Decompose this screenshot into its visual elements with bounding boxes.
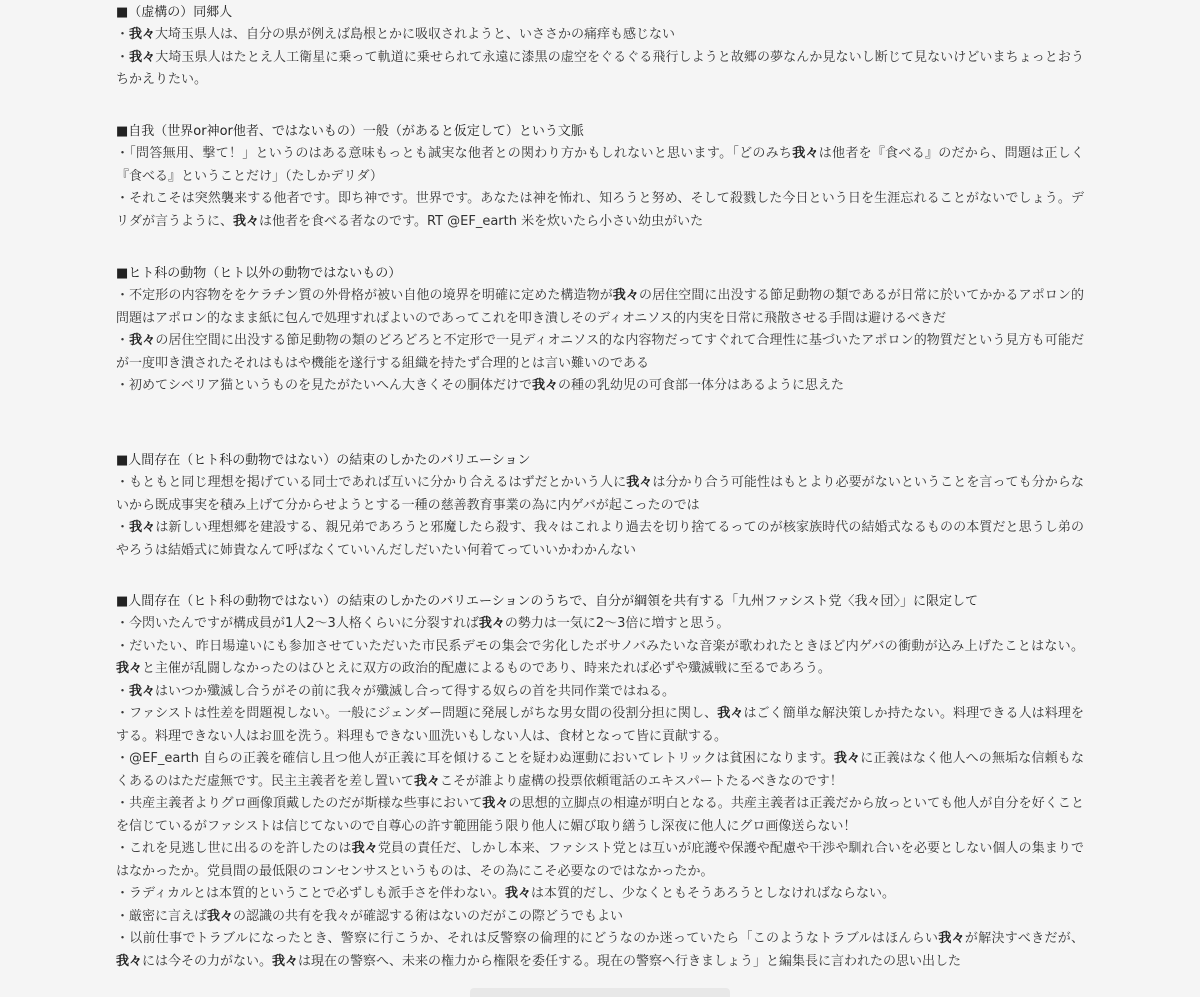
emphasis-text: 我々 xyxy=(626,475,653,490)
bullet-list xyxy=(116,24,1084,92)
body-text: ・ xyxy=(116,27,130,42)
emphasis-text: 我々 xyxy=(129,49,156,65)
emphasis-text: 我々 xyxy=(833,751,861,766)
body-text: ・不定形の内容物ををケラチン質の外骨格が被い自他の境界を明確に定めた構造物が xyxy=(116,288,613,303)
body-text: ・ファシストは性差を問題視しない。一般にジェンダー問題に発展しがちな男女間の役割分担に関し、 xyxy=(116,706,718,721)
body-text: 大埼玉県人は、自分の県が例えば島根とかに吸収されようと、いささかの痛痒も感じない xyxy=(155,27,676,42)
body-text: こそが誰より虚構の投票依頼電話のエキスパートたるべきなのです！ xyxy=(439,773,843,789)
body-text: ・厳密に言えば xyxy=(116,908,208,924)
section xyxy=(116,262,1084,398)
body-text: ・ xyxy=(116,49,130,65)
bullet-item xyxy=(116,928,1084,973)
bullet-item xyxy=(116,748,1084,793)
section xyxy=(116,449,1084,562)
body-text: には今その力がない。 xyxy=(142,953,273,969)
bullet-item xyxy=(116,793,1084,838)
emphasis-text: 我々 xyxy=(482,796,509,811)
bullet-item xyxy=(116,681,1084,704)
bullet-item xyxy=(116,517,1084,562)
body-text: ・ラディカルとは本質的ということで必ずしも派手さを伴わない。 xyxy=(116,886,505,901)
section xyxy=(116,1,1084,92)
body-text: 大埼玉県人はたとえ人工衛星に乗って軌道に乗せられて永遠に漆黒の虚空をぐるぐる飛行しようと故郷の夢なんか見ないし断じて見ないけどいまちょっとおうちかえりたい。 xyxy=(116,49,1084,87)
body-text: ・これを見逃し世に出るのを許したのは xyxy=(116,841,352,856)
bullet-list xyxy=(116,143,1084,233)
emphasis-text: 我々 xyxy=(116,953,143,969)
emphasis-text: 我々 xyxy=(938,931,965,946)
body-text: は分かり合う可能性はもとより必要がないということを言っても分からないから既成事実を積み上げて分からせようとする一種の慈善教育事業の為に内ゲバが起こったのでは xyxy=(116,475,1084,513)
section xyxy=(116,590,1084,973)
body-text: と主催が乱闘しなかったのはひとえに双方の政治的配慮によるものであり、時来たれば必ずや殲滅戦に至るであろう。 xyxy=(142,661,831,676)
body-text: が解決すべきだが、 xyxy=(964,931,1084,946)
body-text: ・だいたい、昨日場違いにも参加させていただいた市民系デモの集会で劣化したボサノバみたいな音楽が歌われたときほど内ゲバの衝動が込み上げたことはない。 xyxy=(116,638,1084,654)
bottom-scroll-indicator[interactable] xyxy=(470,988,730,997)
emphasis-text: 我々 xyxy=(612,288,639,303)
body-text: はごく簡単な解決策しか持たない。料理できる人は料理をする。料理できない人はお皿を洗う。料理もできない皿洗いもしない人は、食材となって皆に貢献する。 xyxy=(116,706,1084,744)
emphasis-text: 我々 xyxy=(413,773,440,789)
body-text: 党員の責任だ、しかし本来、ファシスト党とは互いが庇護や保護や配慮や干渉や馴れ合いを必要としない個人の集まりではなかったか。党員間の最低限のコンセンサスというものは、その為にこそ必要なのではなかったか。 xyxy=(116,841,1084,879)
body-text: ・初めてシベリア猫というものを見たがたいへん大きくその胴体だけで xyxy=(116,378,533,393)
emphasis-text: 我々 xyxy=(272,953,299,969)
bullet-item xyxy=(116,285,1084,330)
bullet-list xyxy=(116,613,1084,973)
body-text: ・共産主義者よりグロ画像頂戴したのだが斯様な些事において xyxy=(116,796,483,811)
emphasis-text: 我々 xyxy=(532,378,559,393)
emphasis-text: 我々 xyxy=(207,908,234,924)
section-title: ■人間存在（ヒト科の動物ではない）の結束のしかたのバリエーション xyxy=(116,453,531,468)
bullet-item xyxy=(116,188,1084,233)
emphasis-text: 我々 xyxy=(129,520,156,535)
body-text: は本質的だし、少なくともそうあろうとしなければならない。 xyxy=(530,886,895,901)
body-text: ・ xyxy=(116,683,130,699)
section-title: ■人間存在（ヒト科の動物ではない）の結束のしかたのバリエーションのうちで、自分が綱領を共有する「九州ファシスト党〈我々団〉」に限定して xyxy=(116,594,978,609)
bullet-list xyxy=(116,472,1084,562)
body-text: ・@EF_earth 自らの正義を確信し且つ他人が正義に耳を傾けることを疑わぬ運動においてレトリックは貧困になります。 xyxy=(116,751,834,766)
body-text: ・「問答無用、撃て！」というのはある意味もっとも誠実な他者との関わり方かもしれないと思います。「どのみち xyxy=(116,146,793,161)
bullet-item xyxy=(116,838,1084,883)
body-text: の思想的立脚点の相違が明白となる。共産主義者は正義だから放っといても他人が自分を好くことを信じているがファシストは信じてないので自尊心の許す範囲能う限り他人に媚び取り繕うし深夜に他人にグロ画像送らない！ xyxy=(116,796,1084,834)
body-text: の勢力は一気に2〜3倍に増すと思う。 xyxy=(504,616,730,631)
bullet-item xyxy=(116,703,1084,748)
section-title: ■自我（世界or神or他者、ではないもの）一般（があると仮定して）という文脈 xyxy=(116,124,584,139)
body-text: の居住空間に出没する節足動物の類であるが日常に於いてかかるアポロン的問題はアポロン的なまま紙に包んで処理すればよいのであってこれを叩き潰しそのディオニソス的内実を日常に飛散させる手間は避けるべきだ xyxy=(116,288,1084,326)
emphasis-text: 我々 xyxy=(129,683,156,699)
bullet-item xyxy=(116,24,1084,47)
emphasis-text: 我々 xyxy=(116,661,143,676)
bullet-item xyxy=(116,47,1084,92)
section-title: ■（虚構の）同郷人 xyxy=(116,5,233,20)
emphasis-text: 我々 xyxy=(129,27,156,42)
bullet-item xyxy=(116,906,1084,929)
body-text: ・以前仕事でトラブルになったとき、警察に行こうか、それは反警察の倫理的にどうなのか迷っていたら「このようなトラブルはほんらい xyxy=(116,931,939,946)
bullet-item xyxy=(116,883,1084,906)
bullet-item xyxy=(116,613,1084,636)
body-text: の種の乳幼児の可食部一体分はあるように思えた xyxy=(558,378,845,393)
body-text: は新しい理想郷を建設する、親兄弟であろうと邪魔したら殺す、我々はこれより過去を切り捨てるってのが核家族時代の結婚式なるものの本質だと思うし弟のやろうは結婚式に姉貴なんて呼ばなくていいんだしだいたい何着てっていいかわかんない xyxy=(116,520,1084,558)
body-text: ・ xyxy=(116,520,130,535)
body-text: ・それこそは突然襲来する他者です。即ち神です。世界です。あなたは神を怖れ、知ろうと努め、そして殺戮した今日という日を生涯忘れることがないでしょう。デリダが言うように、 xyxy=(116,191,1084,229)
emphasis-text: 我々 xyxy=(478,616,505,631)
bullet-item xyxy=(116,143,1084,188)
emphasis-text: 我々 xyxy=(717,706,744,721)
emphasis-text: 我々 xyxy=(504,886,531,901)
bullet-item xyxy=(116,375,1084,398)
bullet-item xyxy=(116,330,1084,375)
bullet-list xyxy=(116,285,1084,398)
section xyxy=(116,120,1084,233)
body-text: はいつか殲滅し合うがその前に我々が殲滅し合って得する奴らの首を共同作業ではねる。 xyxy=(155,683,676,699)
body-text: の居住空間に出没する節足動物の類のどろどろと不定形で一見ディオニソス的な内容物だってすぐれて合理性に基づいたアポロン的物質だという見方も可能だが一度叩き潰されたそれはもはや機能を遂行する組織を持たず合理的とは言い難いのである xyxy=(116,333,1084,371)
body-text: に正義はなく他人への無垢な信頼もなくあるのはただ虚無です。民主主義者を差し置いて xyxy=(116,751,1084,789)
body-text: は他者を食べる者なのです。RT @EF_earth 米を炊いたら小さい幼虫がいた xyxy=(259,213,704,229)
body-text: ・もともと同じ理想を掲げている同士であれば互いに分かり合えるはずだとかいう人に xyxy=(116,475,627,490)
body-text: の認識の共有を我々が確認する術はないのだがこの際どうでもよい xyxy=(233,908,624,924)
body-text: は現在の警察へ、未来の権力から権限を委任する。現在の警察へ行きましょう」と編集長に言われたの思い出した xyxy=(298,953,962,969)
body-text: ・ xyxy=(116,333,130,348)
bullet-item xyxy=(116,636,1084,681)
emphasis-text: 我々 xyxy=(129,333,156,348)
bullet-item xyxy=(116,472,1084,517)
emphasis-text: 我々 xyxy=(351,841,378,856)
emphasis-text: 我々 xyxy=(233,213,260,229)
section-title: ■ヒト科の動物（ヒト以外の動物ではないもの） xyxy=(116,266,402,281)
body-text: は他者を『食べる』のだから、問題は正しく『食べる』ということだけ」（たしかデリダ） xyxy=(116,146,1084,184)
body-text: ・今閃いたんですが構成員が1人2〜3人格くらいに分裂すれば xyxy=(116,616,479,631)
emphasis-text: 我々 xyxy=(792,146,819,161)
